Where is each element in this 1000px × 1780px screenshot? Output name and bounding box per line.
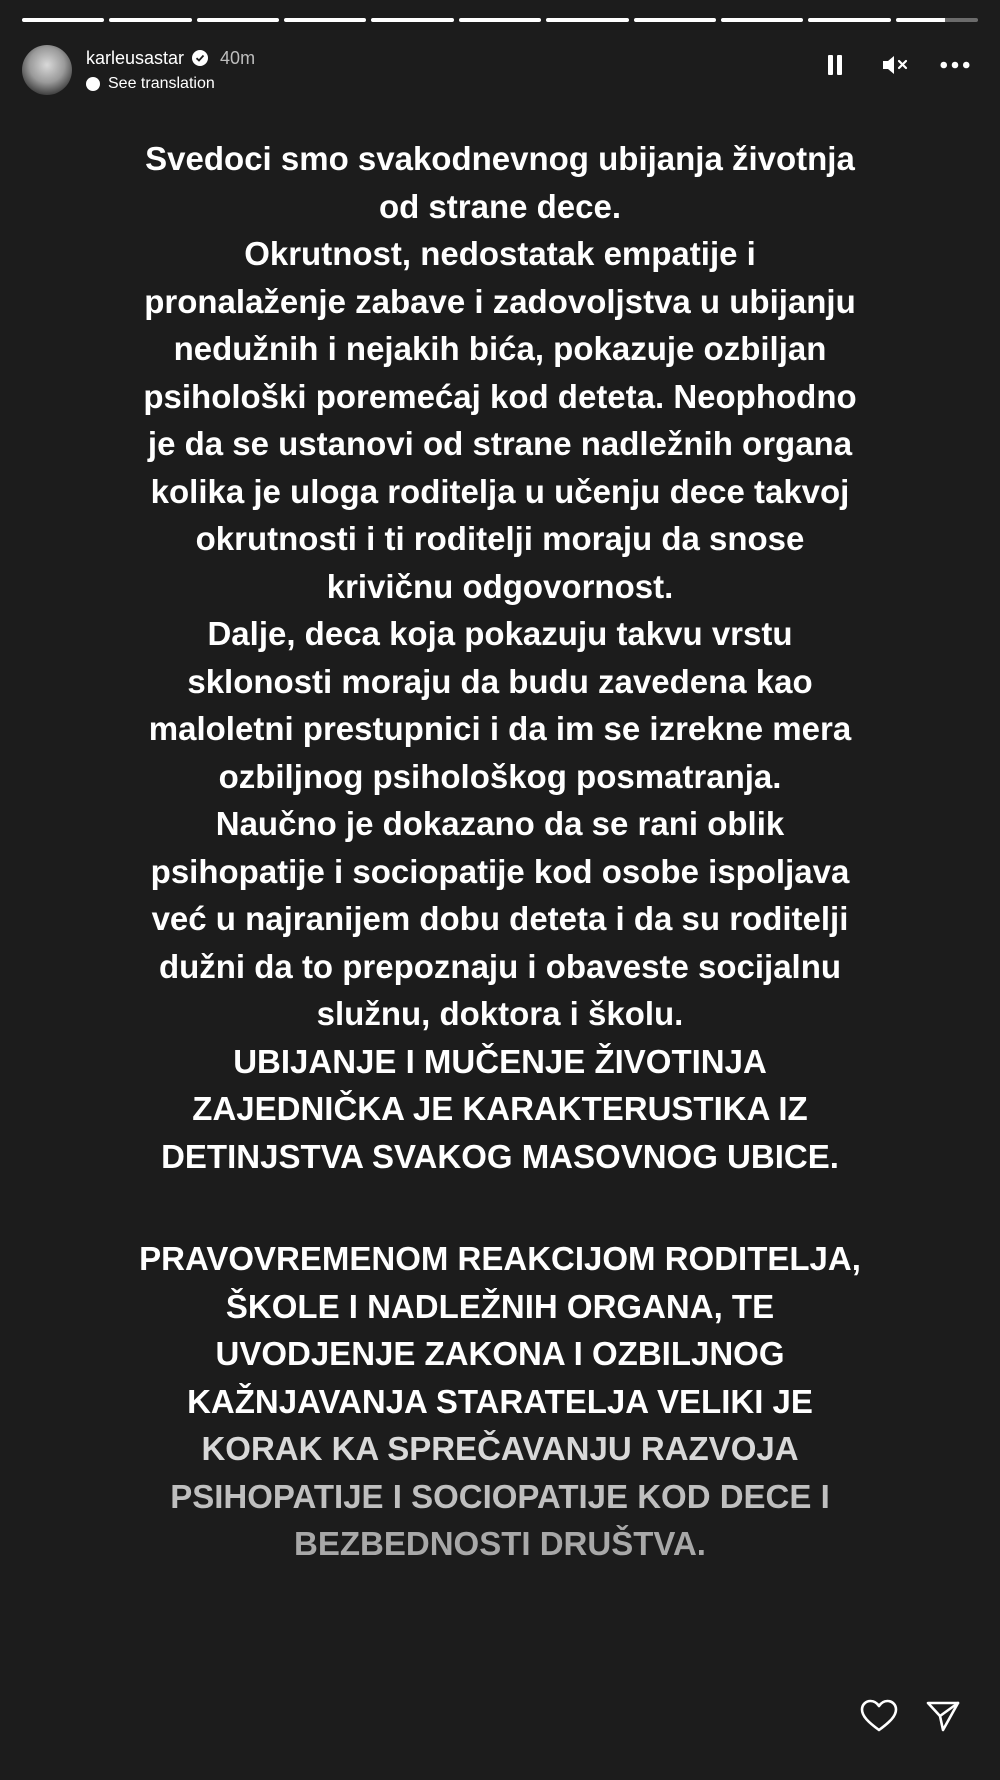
progress-segment	[197, 18, 279, 22]
story-line-fade-3: BEZBEDNOSTI DRUŠTVA.	[294, 1525, 706, 1562]
blank-spacer	[40, 1180, 960, 1235]
progress-segment	[22, 18, 104, 22]
progress-segment	[459, 18, 541, 22]
story-paragraph-caps: PRAVOVREMENOM REAKCIJOM RODITELJA, ŠKOLE I NADLEŽNIH ORGANA, TE UVODJENJE ZAKONA I OZBILJNOG KAŽNJAVANJA STARATELJA VELIKI JE	[139, 1240, 861, 1420]
progress-segment	[634, 18, 716, 22]
username[interactable]: karleusastar	[86, 47, 185, 68]
progress-segment	[546, 18, 628, 22]
story-text	[40, 135, 960, 1568]
heart-icon[interactable]	[860, 1699, 898, 1738]
story-paragraph-main: Svedoci smo svakodnevnog ubijanja životnja od strane dece. Okrutnost, nedostatak empatije i pronalaženje zabave i zadovoljstva u ubijanju nedužnih i nejakih bića, pokazuje ozbiljan psihološki poremećaj kod deteta. Neophodno je da se ustanovi od strane nadležnih organa kolika je uloga roditelja u učenju dece takvoj okrutnosti i ti roditelji moraju da snose krivičnu odgovornost. Dalje, deca koja pokazuju takvu vrstu sklonosti moraju da budu zavedena kao maloletni prestupnici i da im se izrekne mera ozbiljnog psihološkog posmatranja. Naučno je dokazano da se rani oblik psihopatije i sociopatije kod osobe ispoljava već u najranijem dobu deteta i da su roditelji dužni da to prepoznaju i obaveste socijalnu služnu, doktora i školu. UBIJANJE I MUČENJE ŽIVOTINJA ZAJEDNIČKA JE KARAKTERUSTIKA IZ DETINJSTVA SVAKOG MASOVNOG UBICE.	[143, 140, 857, 1175]
verified-badge-icon	[192, 50, 208, 66]
progress-segment	[721, 18, 803, 22]
avatar[interactable]	[22, 45, 72, 95]
story-controls	[820, 50, 970, 80]
pause-icon[interactable]	[820, 50, 850, 80]
story-line-fade-1: KORAK KA SPREČAVANJU RAZVOJA	[201, 1430, 799, 1467]
progress-segment	[808, 18, 890, 22]
progress-segment	[284, 18, 366, 22]
see-translation-label: See translation	[108, 74, 215, 92]
send-icon[interactable]	[926, 1699, 960, 1738]
speaker-muted-icon[interactable]	[880, 50, 910, 80]
post-time: 40m	[220, 47, 256, 68]
story-footer	[860, 1699, 960, 1738]
progress-segment-current	[896, 18, 978, 22]
progress-segment	[109, 18, 191, 22]
translate-icon	[86, 77, 100, 91]
story-progress-bar	[22, 18, 978, 22]
more-horizontal-icon[interactable]	[940, 50, 970, 80]
see-translation-button[interactable]	[86, 75, 255, 93]
user-info	[86, 48, 255, 93]
progress-segment	[371, 18, 453, 22]
story-line-fade-2: PSIHOPATIJE I SOCIOPATIJE KOD DECE I	[170, 1477, 830, 1515]
